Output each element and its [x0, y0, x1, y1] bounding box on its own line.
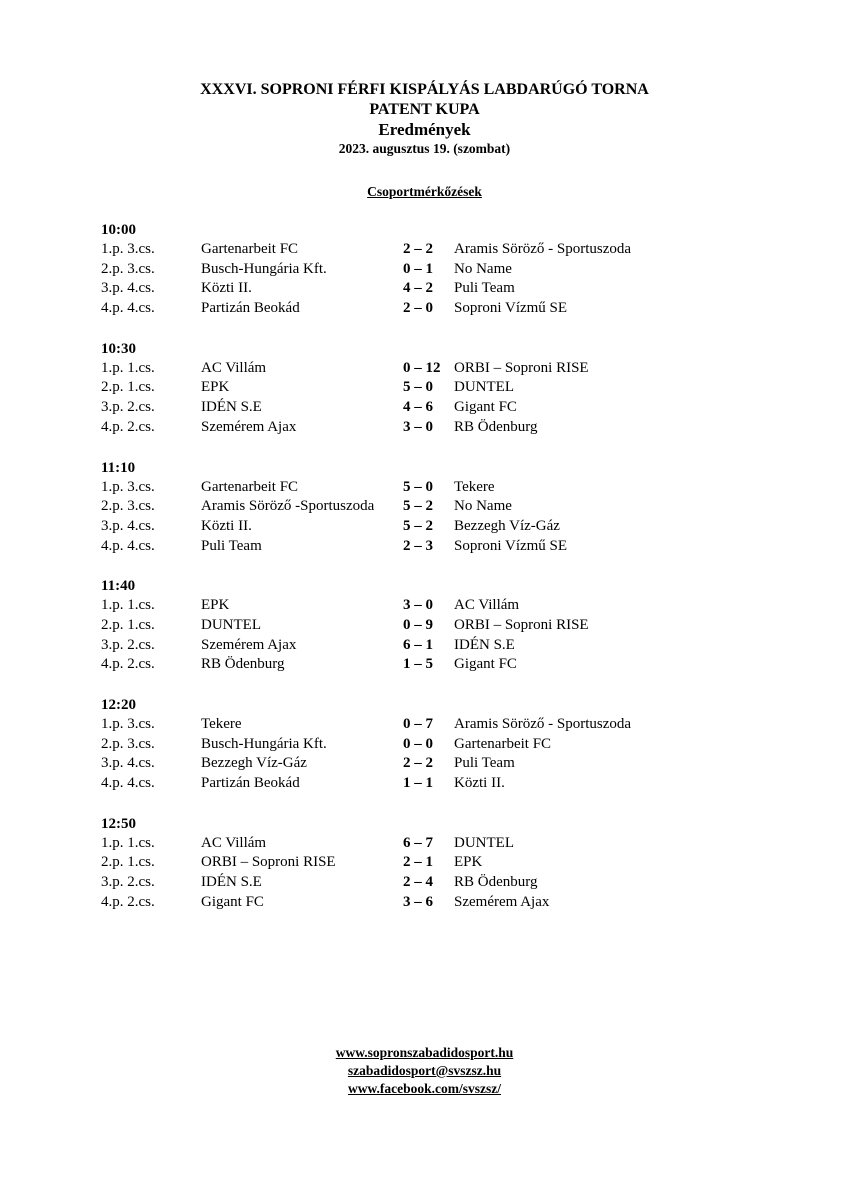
pitch-group: 2.p. 1.cs. [101, 854, 155, 871]
away-team: Gartenarbeit FC [454, 735, 552, 752]
match-row [101, 378, 741, 398]
time-slot [101, 220, 741, 319]
pitch-group: 2.p. 3.cs. [101, 735, 155, 752]
group-matches-title: Csoportmérkőzések [367, 184, 482, 199]
match-row [101, 636, 741, 656]
match-score: 2 – 4 [403, 874, 433, 891]
home-team: RB Ödenburg [201, 656, 285, 673]
cup-name: PATENT KUPA [369, 101, 480, 118]
home-team: Busch-Hungária Kft. [201, 260, 327, 277]
pitch-group: 4.p. 4.cs. [101, 775, 155, 792]
away-team: DUNTEL [454, 379, 514, 396]
tournament-title: XXXVI. SOPRONI FÉRFI KISPÁLYÁS LABDARÚGÓ TORNA [200, 81, 649, 98]
away-team: Puli Team [454, 280, 515, 297]
time-slot [101, 814, 741, 913]
away-team: Bezzegh Víz-Gáz [454, 517, 560, 534]
match-row [101, 873, 741, 893]
home-team: EPK [201, 597, 230, 614]
away-team: Soproni Vízmű SE [454, 300, 568, 317]
match-row [101, 834, 741, 854]
pitch-group: 3.p. 2.cs. [101, 636, 155, 653]
time-slot [101, 458, 741, 557]
match-score: 3 – 6 [403, 893, 433, 910]
away-team: RB Ödenburg [454, 418, 538, 435]
away-team: Aramis Söröző - Sportuszoda [454, 241, 632, 257]
pitch-group: 4.p. 4.cs. [101, 300, 155, 317]
pitch-group: 2.p. 1.cs. [101, 616, 155, 633]
match-row [101, 893, 741, 913]
away-team: Gigant FC [454, 399, 517, 416]
away-team: IDÉN S.E [454, 636, 515, 653]
match-score: 4 – 6 [403, 399, 433, 416]
pitch-group: 3.p. 2.cs. [101, 874, 155, 891]
pitch-group: 3.p. 4.cs. [101, 755, 155, 772]
match-score: 0 – 1 [403, 260, 433, 277]
match-score: 2 – 3 [403, 537, 433, 554]
home-team: Közti II. [201, 517, 252, 534]
home-team: ORBI – Soproni RISE [201, 854, 336, 871]
home-team: Gigant FC [201, 893, 264, 910]
match-score: 6 – 7 [403, 834, 433, 851]
time-slot [101, 695, 741, 794]
match-row [101, 655, 741, 675]
away-team: Közti II. [454, 775, 505, 792]
home-team: AC Villám [201, 834, 267, 851]
match-row [101, 478, 741, 498]
home-team: AC Villám [201, 359, 267, 376]
match-row [101, 279, 741, 299]
slot-time: 11:40 [101, 578, 136, 595]
match-score: 3 – 0 [403, 418, 433, 435]
results-list [101, 220, 741, 933]
match-row [101, 537, 741, 557]
pitch-group: 4.p. 2.cs. [101, 893, 155, 910]
event-date: 2023. augusztus 19. (szombat) [338, 141, 511, 156]
match-score: 0 – 9 [403, 616, 433, 633]
pitch-group: 1.p. 3.cs. [101, 241, 155, 257]
match-score: 2 – 0 [403, 300, 433, 317]
away-team: Szemérem Ajax [454, 893, 550, 910]
away-team: EPK [454, 854, 483, 871]
match-score: 1 – 1 [403, 775, 433, 792]
home-team: Közti II. [201, 280, 252, 297]
match-score: 6 – 1 [403, 636, 433, 653]
pitch-group: 4.p. 2.cs. [101, 418, 155, 435]
away-team: Aramis Söröző - Sportuszoda [454, 716, 632, 732]
home-team: IDÉN S.E [201, 874, 262, 891]
home-team: Aramis Söröző -Sportuszoda [201, 498, 375, 515]
home-team: Gartenarbeit FC [201, 478, 299, 495]
match-row [101, 398, 741, 418]
match-score: 2 – 1 [403, 854, 433, 871]
slot-time: 12:20 [101, 697, 136, 713]
away-team: Gigant FC [454, 656, 517, 673]
home-team: Szemérem Ajax [201, 418, 297, 435]
match-row [101, 596, 741, 616]
match-row [101, 774, 741, 794]
home-team: Partizán Beokád [201, 775, 300, 792]
match-score: 1 – 5 [403, 656, 433, 673]
match-row [101, 616, 741, 636]
pitch-group: 1.p. 1.cs. [101, 597, 155, 614]
home-team: EPK [201, 379, 230, 396]
match-score: 0 – 0 [403, 735, 433, 752]
match-row [101, 299, 741, 319]
match-row [101, 754, 741, 774]
time-slot [101, 339, 741, 438]
home-team: IDÉN S.E [201, 399, 262, 416]
match-score: 5 – 0 [403, 478, 433, 495]
match-row [101, 497, 741, 517]
slot-time: 12:50 [101, 815, 136, 832]
slot-time: 10:00 [101, 222, 136, 238]
match-score: 2 – 2 [403, 241, 433, 257]
home-team: Bezzegh Víz-Gáz [201, 755, 307, 772]
website-link[interactable]: www.sopronszabadidosport.hu [335, 1045, 514, 1060]
pitch-group: 1.p. 1.cs. [101, 834, 155, 851]
pitch-group: 4.p. 4.cs. [101, 537, 155, 554]
match-score: 5 – 2 [403, 517, 433, 534]
match-row [101, 853, 741, 873]
match-row [101, 359, 741, 379]
pitch-group: 3.p. 2.cs. [101, 399, 155, 416]
pitch-group: 3.p. 4.cs. [101, 280, 155, 297]
home-team: Partizán Beokád [201, 300, 300, 317]
pitch-group: 3.p. 4.cs. [101, 517, 155, 534]
away-team: No Name [454, 260, 512, 277]
pitch-group: 1.p. 1.cs. [101, 359, 155, 376]
away-team: RB Ödenburg [454, 874, 538, 891]
match-score: 5 – 0 [403, 379, 433, 396]
away-team: No Name [454, 498, 512, 515]
match-score: 3 – 0 [403, 597, 433, 614]
pitch-group: 1.p. 3.cs. [101, 478, 155, 495]
slot-time: 11:10 [101, 459, 136, 476]
match-row [101, 260, 741, 280]
match-row [101, 715, 741, 735]
match-row [101, 517, 741, 537]
away-team: ORBI – Soproni RISE [454, 616, 589, 633]
email-link[interactable]: szabadidosport@svszsz.hu [347, 1063, 502, 1078]
match-row [101, 735, 741, 755]
match-score: 0 – 12 [403, 359, 441, 376]
home-team: DUNTEL [201, 616, 261, 633]
match-score: 0 – 7 [403, 716, 433, 732]
match-row [101, 240, 741, 260]
match-score: 4 – 2 [403, 280, 433, 297]
pitch-group: 2.p. 1.cs. [101, 379, 155, 396]
slot-time: 10:30 [101, 340, 136, 357]
match-score: 5 – 2 [403, 498, 433, 515]
time-slot [101, 576, 741, 675]
home-team: Puli Team [201, 537, 262, 554]
footer-links [0, 1044, 849, 1098]
pitch-group: 1.p. 3.cs. [101, 716, 155, 732]
away-team: AC Villám [454, 597, 520, 614]
home-team: Busch-Hungária Kft. [201, 735, 327, 752]
pitch-group: 2.p. 3.cs. [101, 260, 155, 277]
match-score: 2 – 2 [403, 755, 433, 772]
document-header [0, 80, 849, 158]
pitch-group: 2.p. 3.cs. [101, 498, 155, 515]
match-row [101, 418, 741, 438]
home-team: Tekere [201, 716, 242, 732]
facebook-link[interactable]: www.facebook.com/svszsz/ [348, 1081, 501, 1096]
pitch-group: 4.p. 2.cs. [101, 656, 155, 673]
away-team: ORBI – Soproni RISE [454, 359, 589, 376]
home-team: Szemérem Ajax [201, 636, 297, 653]
away-team: Soproni Vízmű SE [454, 537, 568, 554]
away-team: Puli Team [454, 755, 515, 772]
away-team: DUNTEL [454, 834, 514, 851]
results-heading: Eredmények [378, 120, 471, 139]
away-team: Tekere [454, 478, 495, 495]
home-team: Gartenarbeit FC [201, 241, 299, 257]
